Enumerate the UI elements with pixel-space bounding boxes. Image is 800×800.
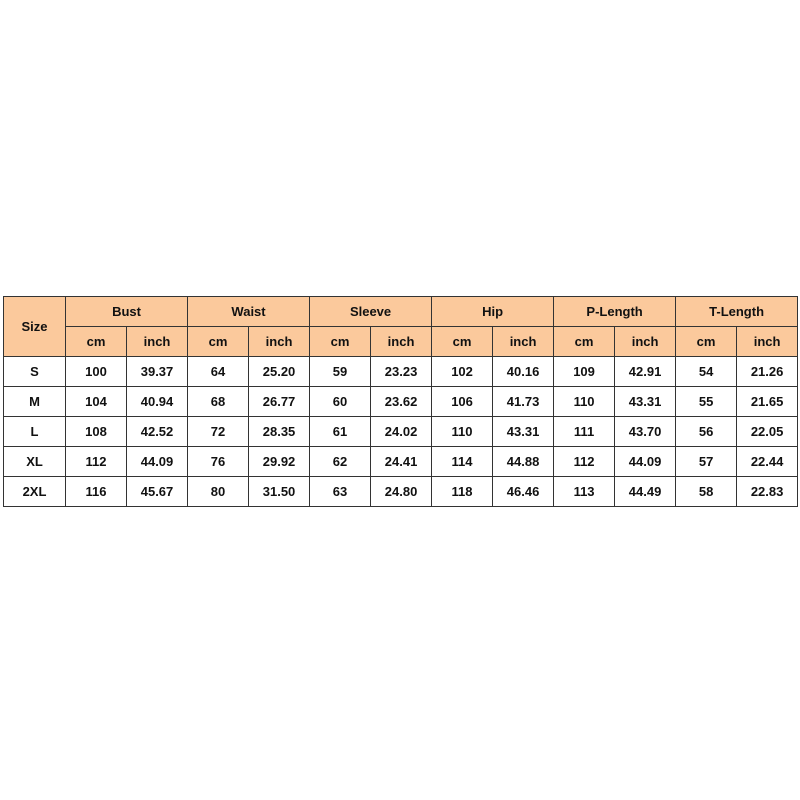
unit-header-waist-cm: cm bbox=[188, 327, 249, 357]
value-cell: 63 bbox=[310, 477, 371, 507]
value-cell: 62 bbox=[310, 447, 371, 477]
value-cell: 43.31 bbox=[493, 417, 554, 447]
value-cell: 116 bbox=[66, 477, 127, 507]
unit-header-sleeve-cm: cm bbox=[310, 327, 371, 357]
table-row bbox=[4, 477, 798, 507]
table-row bbox=[4, 417, 798, 447]
value-cell: 114 bbox=[432, 447, 493, 477]
value-cell: 29.92 bbox=[249, 447, 310, 477]
value-cell: 110 bbox=[554, 387, 615, 417]
header-group-row bbox=[4, 297, 798, 327]
value-cell: 102 bbox=[432, 357, 493, 387]
value-cell: 45.67 bbox=[127, 477, 188, 507]
table-row bbox=[4, 447, 798, 477]
value-cell: 59 bbox=[310, 357, 371, 387]
header-group-waist: Waist bbox=[188, 297, 310, 327]
value-cell: 40.94 bbox=[127, 387, 188, 417]
value-cell: 112 bbox=[66, 447, 127, 477]
unit-header-sleeve-inch: inch bbox=[371, 327, 432, 357]
value-cell: 42.91 bbox=[615, 357, 676, 387]
value-cell: 31.50 bbox=[249, 477, 310, 507]
value-cell: 104 bbox=[66, 387, 127, 417]
value-cell: 26.77 bbox=[249, 387, 310, 417]
value-cell: 76 bbox=[188, 447, 249, 477]
value-cell: 60 bbox=[310, 387, 371, 417]
header-group-sleeve: Sleeve bbox=[310, 297, 432, 327]
value-cell: 40.16 bbox=[493, 357, 554, 387]
value-cell: 44.09 bbox=[127, 447, 188, 477]
table-header bbox=[4, 297, 798, 357]
value-cell: 43.70 bbox=[615, 417, 676, 447]
unit-header-hip-inch: inch bbox=[493, 327, 554, 357]
header-unit-row bbox=[4, 327, 798, 357]
size-chart-table bbox=[3, 296, 798, 507]
value-cell: 28.35 bbox=[249, 417, 310, 447]
header-group-p-length: P-Length bbox=[554, 297, 676, 327]
value-cell: 68 bbox=[188, 387, 249, 417]
size-cell: S bbox=[4, 357, 66, 387]
value-cell: 54 bbox=[676, 357, 737, 387]
value-cell: 118 bbox=[432, 477, 493, 507]
unit-header-p-length-inch: inch bbox=[615, 327, 676, 357]
value-cell: 42.52 bbox=[127, 417, 188, 447]
value-cell: 21.26 bbox=[737, 357, 798, 387]
value-cell: 113 bbox=[554, 477, 615, 507]
value-cell: 110 bbox=[432, 417, 493, 447]
header-group-hip: Hip bbox=[432, 297, 554, 327]
unit-header-t-length-cm: cm bbox=[676, 327, 737, 357]
header-group-t-length: T-Length bbox=[676, 297, 798, 327]
value-cell: 23.62 bbox=[371, 387, 432, 417]
table-body bbox=[4, 357, 798, 507]
value-cell: 24.41 bbox=[371, 447, 432, 477]
value-cell: 108 bbox=[66, 417, 127, 447]
table-row bbox=[4, 357, 798, 387]
value-cell: 55 bbox=[676, 387, 737, 417]
value-cell: 24.02 bbox=[371, 417, 432, 447]
size-cell: M bbox=[4, 387, 66, 417]
value-cell: 111 bbox=[554, 417, 615, 447]
value-cell: 80 bbox=[188, 477, 249, 507]
value-cell: 100 bbox=[66, 357, 127, 387]
unit-header-t-length-inch: inch bbox=[737, 327, 798, 357]
value-cell: 61 bbox=[310, 417, 371, 447]
size-cell: XL bbox=[4, 447, 66, 477]
value-cell: 22.05 bbox=[737, 417, 798, 447]
unit-header-waist-inch: inch bbox=[249, 327, 310, 357]
unit-header-hip-cm: cm bbox=[432, 327, 493, 357]
unit-header-bust-cm: cm bbox=[66, 327, 127, 357]
value-cell: 39.37 bbox=[127, 357, 188, 387]
size-cell: 2XL bbox=[4, 477, 66, 507]
value-cell: 72 bbox=[188, 417, 249, 447]
value-cell: 43.31 bbox=[615, 387, 676, 417]
value-cell: 24.80 bbox=[371, 477, 432, 507]
value-cell: 44.09 bbox=[615, 447, 676, 477]
value-cell: 46.46 bbox=[493, 477, 554, 507]
size-header: Size bbox=[4, 297, 66, 357]
size-cell: L bbox=[4, 417, 66, 447]
value-cell: 58 bbox=[676, 477, 737, 507]
unit-header-bust-inch: inch bbox=[127, 327, 188, 357]
value-cell: 112 bbox=[554, 447, 615, 477]
value-cell: 21.65 bbox=[737, 387, 798, 417]
value-cell: 44.88 bbox=[493, 447, 554, 477]
header-group-bust: Bust bbox=[66, 297, 188, 327]
value-cell: 109 bbox=[554, 357, 615, 387]
value-cell: 106 bbox=[432, 387, 493, 417]
value-cell: 22.44 bbox=[737, 447, 798, 477]
value-cell: 23.23 bbox=[371, 357, 432, 387]
table-row bbox=[4, 387, 798, 417]
value-cell: 25.20 bbox=[249, 357, 310, 387]
value-cell: 56 bbox=[676, 417, 737, 447]
value-cell: 22.83 bbox=[737, 477, 798, 507]
value-cell: 44.49 bbox=[615, 477, 676, 507]
value-cell: 64 bbox=[188, 357, 249, 387]
value-cell: 57 bbox=[676, 447, 737, 477]
unit-header-p-length-cm: cm bbox=[554, 327, 615, 357]
value-cell: 41.73 bbox=[493, 387, 554, 417]
